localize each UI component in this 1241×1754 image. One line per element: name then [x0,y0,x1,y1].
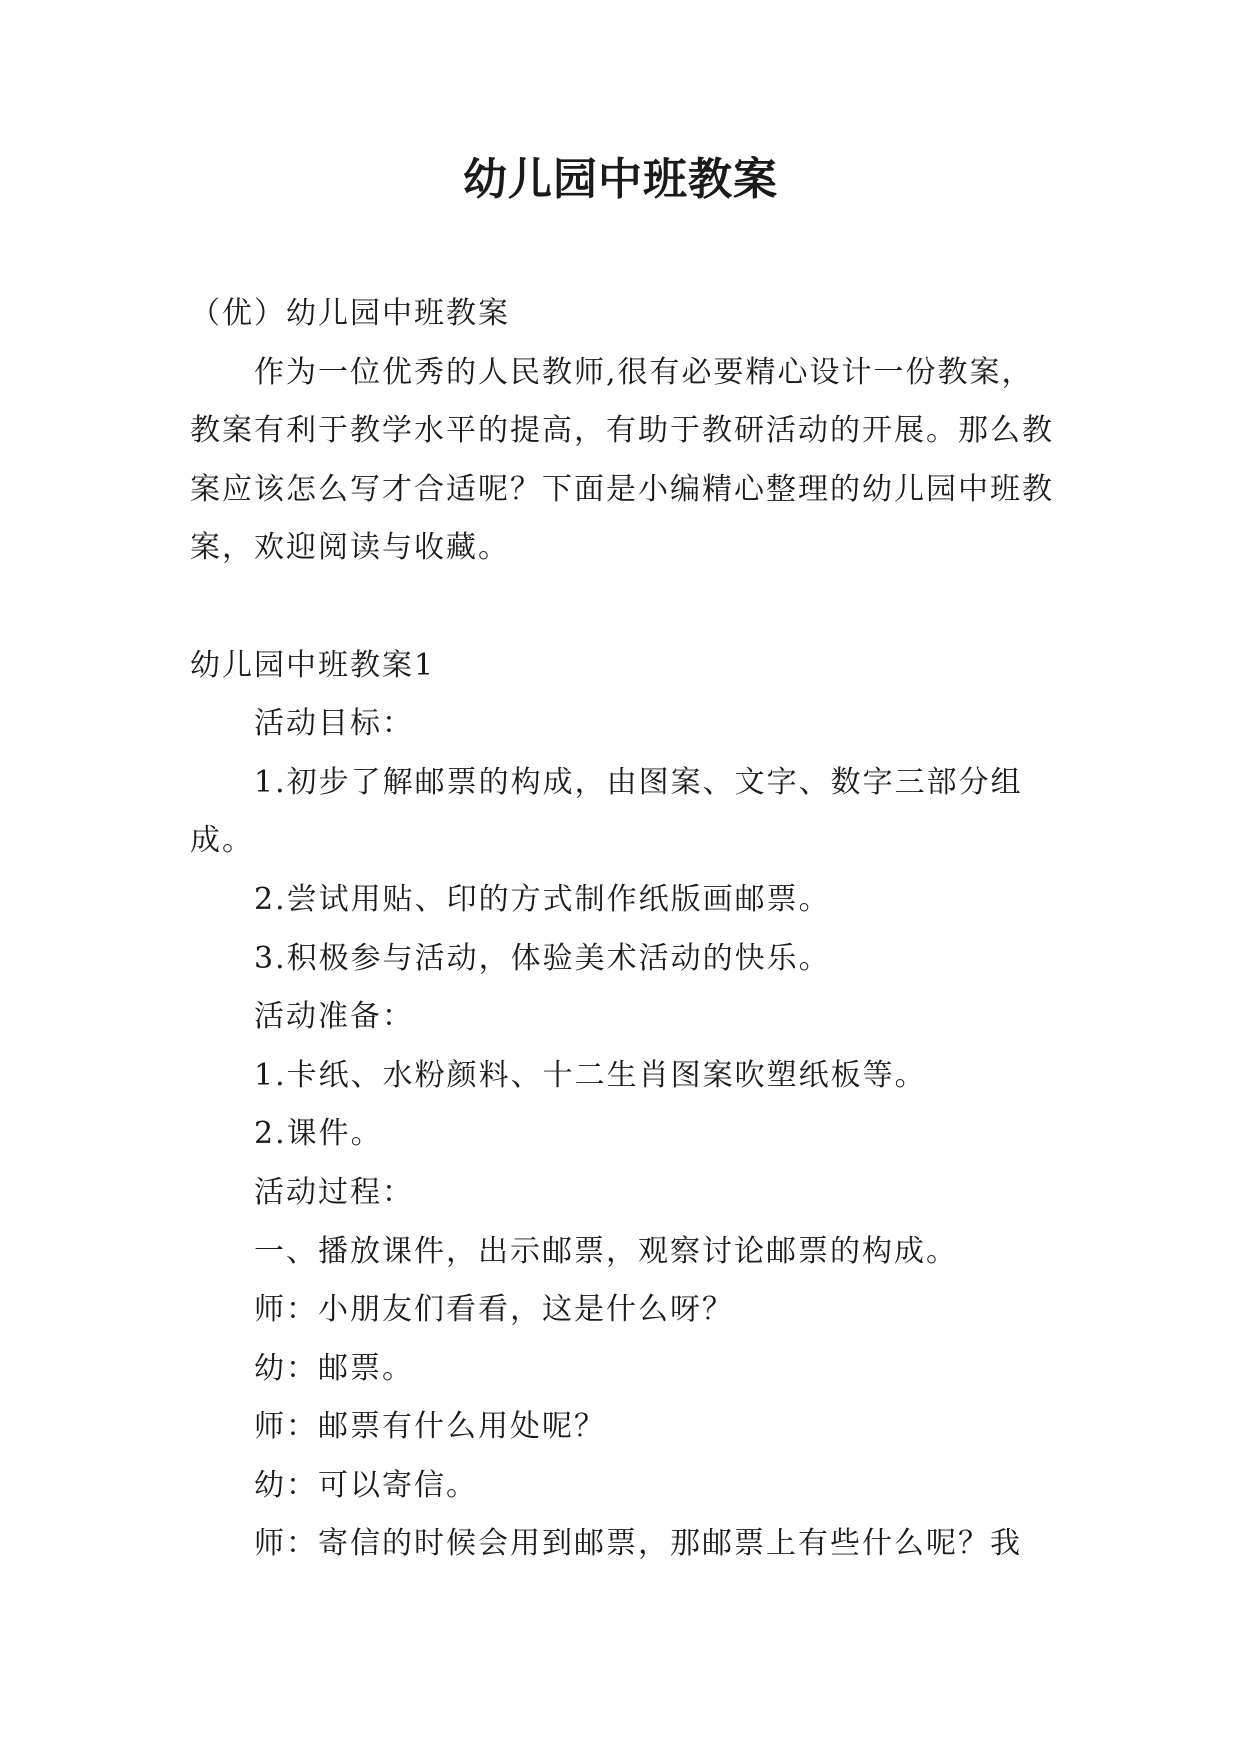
paragraph: 师：寄信的时候会用到邮票，那邮票上有些什么呢？我 [254,1526,1022,1562]
paragraph: 一、播放课件，出示邮票，观察讨论邮票的构成。 [254,1233,958,1269]
paragraph: 幼：可以寄信。 [254,1467,478,1503]
paragraph: 1.初步了解邮票的构成，由图案、文字、数字三部分组成。 [190,764,1023,859]
paragraph: 1.卡纸、水粉颜料、十二生肖图案吹塑纸板等。 [254,1057,927,1093]
paragraph: 活动过程： [254,1174,414,1210]
document-subtitle: （优）幼儿园中班教案 [190,296,510,331]
paragraph-spacer [190,578,1060,637]
section-heading: 幼儿园中班教案1 [190,647,436,683]
paragraph: 2.尝试用贴、印的方式制作纸版画邮票。 [254,881,831,917]
paragraph: 师：邮票有什么用处呢？ [254,1409,606,1445]
paragraph: 活动目标： [254,706,414,742]
paragraph: 2.课件。 [254,1116,383,1152]
paragraph: 活动准备： [254,999,414,1035]
paragraph: 师：小朋友们看看，这是什么呀？ [254,1292,734,1328]
document-title: 幼儿园中班教案 [463,154,778,205]
document-body [190,285,1060,1574]
intro-paragraph: 作为一位优秀的人民教师,很有必要精心设计一份教案，教案有利于教学水平的提高，有助于教研活动的开展。那么教案应该怎么写才合适呢？下面是小编精心整理的幼儿园中班教案，欢迎阅读与收藏。 [190,354,1054,566]
paragraph: 幼：邮票。 [254,1350,414,1386]
paragraph: 3.积极参与活动，体验美术活动的快乐。 [254,940,831,976]
